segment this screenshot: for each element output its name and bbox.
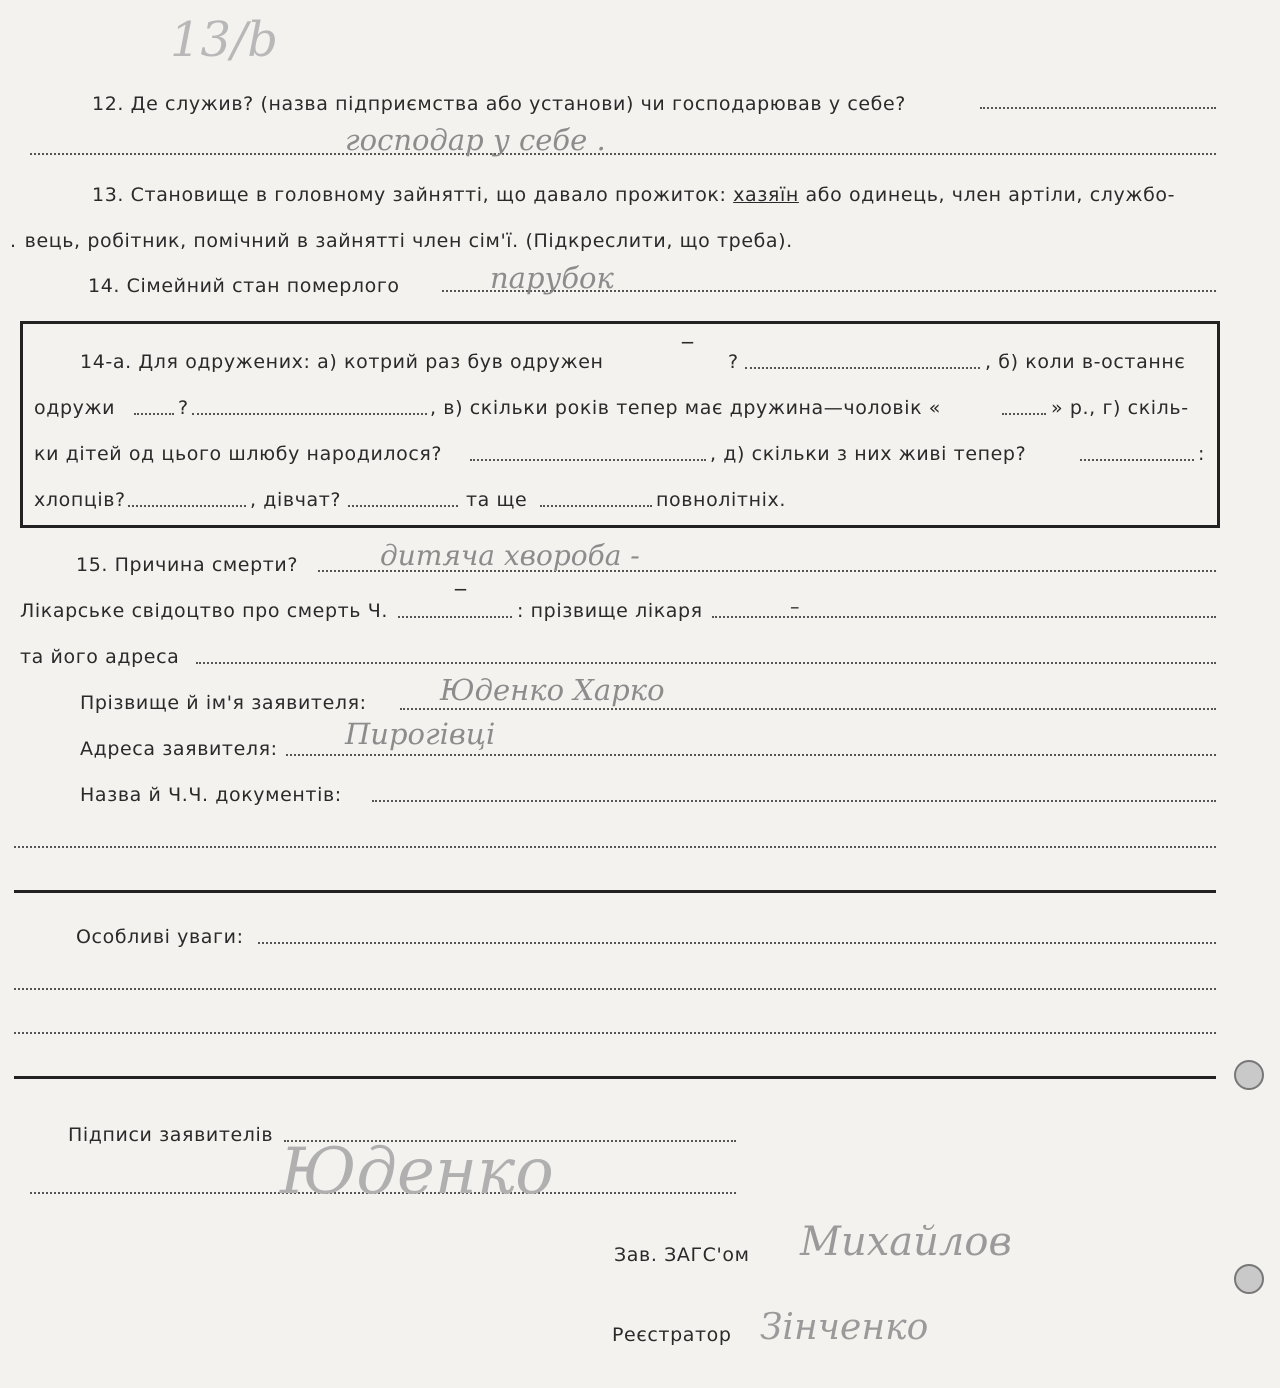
q14a-spouse-age-line[interactable] [1002, 413, 1046, 415]
q14-answer: парубок [490, 261, 614, 295]
q14a-line-3c: : [1198, 443, 1206, 465]
q14a-adults-line[interactable] [540, 505, 652, 507]
med-cert-label: Лікарське свідоцтво про смерть Ч. [20, 600, 388, 622]
q14a-line-1a: 14-а. Для одружених: а) котрий раз був одружен [80, 351, 604, 373]
q14a-line-3a: ки дітей од цього шлюбу народилося? [34, 443, 443, 465]
med-cert-dash: ‾ [455, 587, 467, 612]
q14a-line-2-q: ? [178, 397, 189, 419]
q14a-wedding-count-line[interactable] [745, 367, 980, 369]
doctor-label: : прізвище лікаря [517, 600, 703, 622]
q12-label: 12. Де служив? (назва підприємства або установи) чи господарював у себе? [92, 93, 906, 115]
doctor-address-label: та його адреса [20, 646, 180, 668]
divider-2 [14, 1076, 1216, 1079]
registrar-signature: Зінченко [760, 1307, 929, 1348]
binding-hole-2 [1234, 1264, 1264, 1294]
applicant-name-line[interactable] [400, 708, 1216, 710]
q14a-line-4a: хлопців? [34, 489, 126, 511]
q14a-boys-line[interactable] [128, 505, 246, 507]
applicant-address-value: Пирогівці [345, 717, 496, 751]
q14a-marriage-date-line-a[interactable] [134, 413, 174, 415]
q13-underlined-option: хазяїн [733, 184, 799, 206]
divider-1 [14, 890, 1216, 893]
documents-line-2[interactable] [14, 846, 1216, 848]
q13-suffix: або одинець, член артіли, службо- [798, 184, 1176, 206]
q14a-marriage-date-line-b[interactable] [192, 413, 427, 415]
signatures-label: Підписи заявителів [68, 1124, 274, 1146]
corner-note: 13/b [170, 12, 278, 68]
applicant-address-label: Адреса заявителя: [80, 738, 278, 760]
q12-line-2[interactable] [30, 153, 1216, 155]
registrar-label: Реєстратор [612, 1324, 732, 1346]
documents-label: Назва й Ч.Ч. документів: [80, 784, 342, 806]
q14a-line-2b: , в) скільки років тепер має дружина—чоловік « [430, 397, 942, 419]
notes-label: Особливі уваги: [76, 926, 244, 948]
applicant-address-line[interactable] [286, 754, 1216, 756]
q13-line-1 [92, 186, 1175, 205]
q14a-children-alive-line[interactable] [1080, 459, 1194, 461]
applicant-name-value: Юденко Харко [440, 673, 665, 707]
q12-line-1[interactable] [980, 107, 1216, 109]
q14a-children-born-line[interactable] [470, 459, 706, 461]
doctor-line[interactable] [712, 616, 1216, 618]
head-signature: Михайлов [800, 1219, 1012, 1265]
q14a-line-1-dash: ‾ [682, 340, 694, 365]
q12-answer: господар у себе . [345, 123, 606, 157]
applicant-name-label: Прізвище й ім'я заявителя: [80, 692, 367, 714]
q14a-line-1-mark: ? [728, 351, 739, 373]
q14-label: 14. Сімейний стан померлого [88, 275, 400, 297]
q13-line-2-text: вець, робітник, помічний в зайнятті член сім'ї. (Підкреслити, що треба). [24, 230, 793, 252]
doctor-dash: – [790, 596, 801, 618]
q14a-line-4b: , дівчат? [250, 489, 342, 511]
q13-prefix: 13. Становище в головному зайнятті, що давало прожиток: [92, 184, 734, 206]
notes-line-2[interactable] [14, 988, 1216, 990]
q14a-line-2a: одружи [34, 397, 116, 419]
binding-hole-1 [1234, 1060, 1264, 1090]
head-label: Зав. ЗАГС'ом [614, 1244, 750, 1266]
q14a-line-1b: , б) коли в-останнє [985, 351, 1186, 373]
notes-line-3[interactable] [14, 1032, 1216, 1034]
applicant-signature: Юденко [280, 1135, 554, 1209]
q14a-line-4d: повнолітніх. [656, 489, 786, 511]
notes-line-1[interactable] [258, 942, 1216, 944]
q15-answer: дитяча хвороба - [380, 539, 640, 572]
doctor-address-line[interactable] [196, 662, 1216, 664]
documents-line-1[interactable] [372, 800, 1216, 802]
med-cert-number-line[interactable] [398, 616, 512, 618]
q15-label: 15. Причина смерти? [76, 554, 299, 576]
q14a-line-4c: та ще [466, 489, 528, 511]
q13-line-2: . вець, робітник, помічний в зайнятті член сім'ї. (Підкреслити, що треба). [10, 230, 793, 252]
q14a-line-2c: » р., г) скіль- [1051, 397, 1189, 419]
q14a-girls-line[interactable] [348, 505, 458, 507]
q14a-line-3b: , д) скільки з них живі тепер? [710, 443, 1027, 465]
